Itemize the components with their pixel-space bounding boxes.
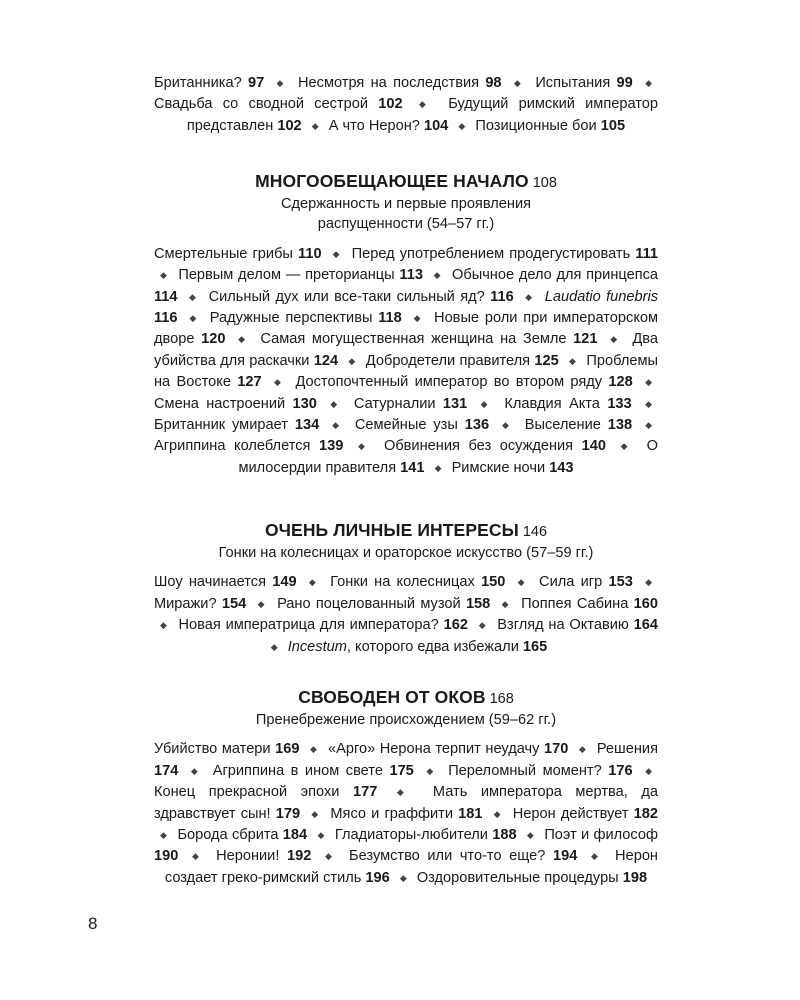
toc-entry-page: 120 xyxy=(201,331,226,348)
toc-entry-title: Борода сбрита xyxy=(177,827,279,844)
toc-entry xyxy=(539,574,633,590)
toc-entry-title: Свадьба со сводной сестрой xyxy=(154,96,369,113)
toc-entry-page: 150 xyxy=(481,574,506,591)
section-entries xyxy=(154,739,658,889)
toc-entry-title: Миражи? xyxy=(154,595,217,612)
toc-entry-title: Laudatio funebris xyxy=(544,288,659,305)
diamond-separator-icon: ◆ xyxy=(330,398,341,409)
toc-entry-page: 124 xyxy=(313,352,339,369)
toc-entry-page: 149 xyxy=(272,574,297,591)
toc-entry-title: Смена настроений xyxy=(154,395,286,412)
toc-entry-page: 98 xyxy=(485,75,502,91)
toc-entry-title: Семейные узы xyxy=(354,417,458,434)
diamond-separator-icon: ◆ xyxy=(517,577,527,588)
toc-entry xyxy=(535,75,632,91)
toc-entry-page: 138 xyxy=(607,417,633,434)
toc-entry xyxy=(154,741,299,757)
section-entries xyxy=(154,244,658,479)
toc-entry xyxy=(504,396,631,412)
toc-entry-page: 188 xyxy=(492,827,517,844)
diamond-separator-icon: ◆ xyxy=(273,377,284,388)
toc-entry xyxy=(213,763,414,779)
diamond-separator-icon: ◆ xyxy=(645,420,652,431)
toc-entry xyxy=(288,639,548,655)
toc-entry-page: 104 xyxy=(423,117,449,134)
toc-entry xyxy=(349,848,577,864)
toc-entry-title: Мясо и граффити xyxy=(330,805,453,822)
section-title: МНОГООБЕЩАЮЩЕЕ НАЧАЛО xyxy=(255,171,529,191)
toc-entry-page: 143 xyxy=(549,459,574,476)
toc-entry-page: 196 xyxy=(365,869,390,886)
toc-entry-title: Первым делом — преторианцы xyxy=(178,267,395,284)
diamond-separator-icon: ◆ xyxy=(478,620,487,631)
toc-entry xyxy=(177,827,307,843)
toc-entry xyxy=(154,396,317,412)
toc-entry-title: Радужные перспективы xyxy=(209,310,373,327)
toc-entry-title: О милосердии правителя xyxy=(238,438,658,476)
toc-entry-title: Сильный дух или все-таки сильный яд? xyxy=(208,288,485,305)
toc-entry-page: 116 xyxy=(490,288,514,305)
diamond-separator-icon: ◆ xyxy=(160,270,168,281)
diamond-separator-icon: ◆ xyxy=(590,851,602,862)
toc-entry-page: 194 xyxy=(552,848,578,865)
diamond-separator-icon: ◆ xyxy=(191,851,203,862)
toc-entry xyxy=(328,741,568,757)
toc-entry-title: Самая могущественная женщина на Земле xyxy=(260,331,567,348)
diamond-separator-icon: ◆ xyxy=(413,313,423,324)
toc-entry xyxy=(513,806,658,822)
toc-entry xyxy=(366,353,559,369)
section-heading xyxy=(154,519,658,543)
toc-entry-title: Британника? xyxy=(154,75,242,91)
toc-entry-page: 130 xyxy=(292,395,317,412)
toc-entry-title: Оздоровительные процедуры xyxy=(416,869,619,886)
toc-entry-title: Убийство матери xyxy=(154,741,271,758)
toc-entry-title: Выселение xyxy=(524,417,601,434)
toc-entry-page: 113 xyxy=(399,267,423,284)
toc-entry-title: Сатурналии xyxy=(353,395,436,412)
toc-entry-title: Поэт и философ xyxy=(544,827,658,844)
diamond-separator-icon: ◆ xyxy=(645,765,653,776)
toc-entry-title: Два убийства для раскачки xyxy=(154,331,658,369)
toc-entry-page: 162 xyxy=(443,617,468,634)
toc-entry xyxy=(154,246,322,262)
toc-entry-title: Мать императора мертва, да здравствует сын! xyxy=(154,784,658,822)
toc-entry-page: 110 xyxy=(298,245,322,262)
toc-entry-title: Испытания xyxy=(535,75,611,91)
toc-entry-title: А что Нерон? xyxy=(328,117,420,134)
toc-entry-page: 118 xyxy=(378,310,402,327)
toc-entry-title: Решения xyxy=(596,741,658,758)
diamond-separator-icon: ◆ xyxy=(645,377,653,388)
toc-entry-page: 102 xyxy=(277,117,302,134)
diamond-separator-icon: ◆ xyxy=(426,765,436,776)
toc-entry xyxy=(178,267,423,283)
toc-entry-page: 127 xyxy=(237,374,262,391)
toc-entry xyxy=(384,438,606,454)
section-title: СВОБОДЕН ОТ ОКОВ xyxy=(298,687,486,707)
diamond-separator-icon: ◆ xyxy=(311,120,319,131)
toc-entry xyxy=(352,246,658,262)
toc-entry-title: Конец прекрасной эпохи xyxy=(154,784,340,801)
toc-entry-page: 134 xyxy=(294,417,320,434)
toc-entry-title: Несмотря на последствия xyxy=(298,75,480,91)
diamond-separator-icon: ◆ xyxy=(238,334,248,345)
toc-entry-page: 192 xyxy=(286,848,312,865)
toc-entry-title: Новые роли при императорском дворе xyxy=(154,310,659,348)
toc-entry-page: 128 xyxy=(608,374,633,391)
toc-entry xyxy=(329,118,449,134)
diamond-separator-icon: ◆ xyxy=(276,78,286,88)
diamond-separator-icon: ◆ xyxy=(480,398,491,409)
diamond-separator-icon: ◆ xyxy=(399,872,407,883)
toc-entry-title: Агриппина в ином свете xyxy=(212,762,383,779)
diamond-separator-icon: ◆ xyxy=(257,598,266,609)
toc-entry-page: 165 xyxy=(522,638,548,655)
toc-entry-page: 177 xyxy=(352,784,378,801)
toc-entry-page: 181 xyxy=(458,805,483,822)
diamond-separator-icon: ◆ xyxy=(317,830,325,841)
toc-entry-title: Нерон создает греко-римский стиль xyxy=(164,848,658,886)
toc-entry-page: 139 xyxy=(319,438,344,455)
toc-entry-page: 153 xyxy=(608,574,633,591)
toc-entry-page: 198 xyxy=(622,869,648,886)
diamond-separator-icon: ◆ xyxy=(434,462,442,473)
toc-entry xyxy=(330,574,505,590)
toc-entry-page: 164 xyxy=(633,617,658,634)
section-subtitle-line: Пренебрежение происхождением (59–62 гг.) xyxy=(255,712,557,728)
toc-entry-page: 170 xyxy=(543,741,569,758)
diamond-separator-icon: ◆ xyxy=(310,744,318,755)
toc-entry xyxy=(154,96,403,112)
diamond-separator-icon: ◆ xyxy=(513,78,524,88)
toc-entry-title: Сила игр xyxy=(539,574,603,591)
diamond-separator-icon: ◆ xyxy=(525,291,534,302)
toc-entry-title: Римские ночи xyxy=(451,459,546,476)
section-heading xyxy=(154,170,658,194)
section-page: 146 xyxy=(522,524,548,540)
toc-entry xyxy=(525,417,632,433)
toc-entry xyxy=(521,596,658,612)
toc-entry-page: 136 xyxy=(464,417,490,434)
toc-entry-title: Добродетели правителя xyxy=(365,352,531,369)
diamond-separator-icon: ◆ xyxy=(324,851,336,862)
toc-entry-title: Смертельные грибы xyxy=(154,245,293,262)
section-2 xyxy=(154,519,658,658)
toc-entry-page: 179 xyxy=(275,805,301,822)
toc-entry xyxy=(209,289,514,305)
toc-entry-page: 154 xyxy=(221,595,247,612)
diamond-separator-icon: ◆ xyxy=(270,641,278,652)
toc-entry-title: Проблемы на Востоке xyxy=(154,352,659,391)
toc-entry-title: Поппея Сабина xyxy=(521,595,629,612)
diamond-separator-icon: ◆ xyxy=(311,808,320,819)
toc-entry-page: 114 xyxy=(154,288,178,305)
diamond-separator-icon: ◆ xyxy=(189,313,198,324)
toc-entry xyxy=(154,784,377,800)
toc-entry-title: Неронии! xyxy=(216,848,280,865)
section-3 xyxy=(154,686,658,889)
toc-entry xyxy=(295,374,632,390)
toc-entry xyxy=(179,617,468,633)
toc-entry-page: 175 xyxy=(389,762,414,779)
diamond-separator-icon: ◆ xyxy=(332,248,341,259)
diamond-separator-icon: ◆ xyxy=(458,120,466,131)
toc-entry-title: Рано поцелованный музой xyxy=(277,595,461,612)
toc-entry-title: Обвинения без осуждения xyxy=(383,438,574,455)
toc-entry-page: 182 xyxy=(633,805,659,822)
toc-entry xyxy=(154,574,297,590)
toc-entry-title: Нерон действует xyxy=(512,805,629,822)
toc-entry xyxy=(210,310,402,326)
toc-entry-page: 169 xyxy=(275,741,300,758)
toc-entry-title: Британник умирает xyxy=(154,417,288,434)
section-subtitle-line: распущенности (54–57 гг.) xyxy=(317,216,495,233)
toc-entry xyxy=(452,460,574,476)
toc-entry-page: 131 xyxy=(442,395,468,412)
toc-entry xyxy=(277,596,490,612)
diamond-separator-icon: ◆ xyxy=(610,334,620,345)
toc-entry-title: Взгляд на Октавию xyxy=(497,617,629,634)
page-number: 8 xyxy=(88,914,98,933)
toc-entry xyxy=(298,75,502,91)
section-subtitle-line: Гонки на колесницах и ораторское искусство (57–59 гг.) xyxy=(218,545,594,561)
diamond-separator-icon: ◆ xyxy=(493,808,502,819)
toc-entry-title: Гладиаторы-любители xyxy=(334,827,488,844)
toc-entry xyxy=(335,827,517,843)
diamond-separator-icon: ◆ xyxy=(332,420,342,431)
toc-entry-page: 160 xyxy=(633,595,659,612)
diamond-separator-icon: ◆ xyxy=(620,441,633,452)
toc-entry-title: Incestum, которого едва избежали xyxy=(287,638,519,655)
toc-entry xyxy=(154,417,319,433)
diamond-separator-icon: ◆ xyxy=(645,398,652,409)
toc-entry-title: Будущий римский император представлен xyxy=(186,96,659,134)
diamond-separator-icon: ◆ xyxy=(433,270,442,281)
diamond-separator-icon: ◆ xyxy=(348,355,356,366)
toc-entry-title: Достопочтенный император во втором ряду xyxy=(295,374,603,391)
diamond-separator-icon: ◆ xyxy=(526,830,535,841)
toc-entry-page: 102 xyxy=(378,96,403,113)
toc-entry-title: Переломный момент? xyxy=(448,762,602,779)
toc-entry-page: 111 xyxy=(635,245,659,262)
diamond-separator-icon: ◆ xyxy=(645,78,652,88)
toc-entry xyxy=(154,438,343,454)
toc-entry-page: 105 xyxy=(600,117,626,134)
toc-entry-page: 97 xyxy=(248,75,265,91)
diamond-separator-icon: ◆ xyxy=(418,99,432,110)
section-page: 168 xyxy=(489,691,514,707)
section-title: ОЧЕНЬ ЛИЧНЫЕ ИНТЕРЕСЫ xyxy=(264,520,519,540)
section-1 xyxy=(154,170,658,479)
toc-entry-page: 140 xyxy=(581,438,607,455)
diamond-separator-icon: ◆ xyxy=(645,577,652,588)
toc-entry xyxy=(448,763,632,779)
section-subtitle-line: Сдержанность и первые проявления xyxy=(281,196,531,212)
toc-entry-page: 133 xyxy=(607,395,632,412)
section-heading xyxy=(154,686,658,710)
toc-entry xyxy=(154,596,246,612)
toc-entry-title: Шоу начинается xyxy=(154,574,267,591)
toc-entry xyxy=(417,870,647,886)
toc-entry-title: Клавдия Акта xyxy=(504,395,600,412)
diamond-separator-icon: ◆ xyxy=(160,620,168,631)
toc-entry-title: Перед употреблением продегустировать xyxy=(351,245,631,262)
section-page: 108 xyxy=(532,175,557,191)
toc-entry-page: 174 xyxy=(154,762,179,779)
diamond-separator-icon: ◆ xyxy=(188,291,198,302)
toc-entry-page: 184 xyxy=(282,827,308,844)
intro-entries xyxy=(154,73,658,137)
toc-entry xyxy=(154,75,264,91)
toc-entry-title: Гонки на колесницах xyxy=(330,574,475,591)
toc-entry-page: 141 xyxy=(400,459,425,476)
toc-entry-title: Агриппина колеблется xyxy=(154,438,311,455)
toc-entry-page: 158 xyxy=(465,595,491,612)
diamond-separator-icon: ◆ xyxy=(569,355,577,366)
section-entries xyxy=(154,572,658,658)
diamond-separator-icon: ◆ xyxy=(501,598,510,609)
toc-entry xyxy=(354,396,467,412)
toc-entry-title: Обычное дело для принцепса xyxy=(452,267,659,284)
toc-entry-page: 121 xyxy=(573,331,598,348)
toc-entry xyxy=(475,118,625,134)
toc-entry-title: Позиционные бои xyxy=(475,117,597,134)
diamond-separator-icon: ◆ xyxy=(308,577,318,588)
toc-entry xyxy=(497,617,658,633)
diamond-separator-icon: ◆ xyxy=(357,441,370,452)
toc-entry-title: Безумство или что-то еще? xyxy=(349,848,546,865)
toc-entry-title: «Арго» Нерона терпит неудачу xyxy=(328,741,540,758)
diamond-separator-icon: ◆ xyxy=(190,765,201,776)
toc-entry-page: 125 xyxy=(534,352,559,369)
toc-entry xyxy=(216,848,311,864)
toc-entry-page: 116 xyxy=(154,310,178,327)
diamond-separator-icon: ◆ xyxy=(502,420,512,431)
diamond-separator-icon: ◆ xyxy=(396,787,414,798)
toc-entry xyxy=(330,806,482,822)
diamond-separator-icon: ◆ xyxy=(160,830,168,841)
toc-entry-page: 190 xyxy=(154,848,179,865)
toc-entry-title: Новая императрица для императора? xyxy=(178,617,439,634)
toc-entry-page: 99 xyxy=(616,75,633,91)
toc-entry xyxy=(260,331,597,347)
toc-entry xyxy=(355,417,489,433)
toc-entry-page: 176 xyxy=(608,762,633,779)
diamond-separator-icon: ◆ xyxy=(578,744,587,755)
